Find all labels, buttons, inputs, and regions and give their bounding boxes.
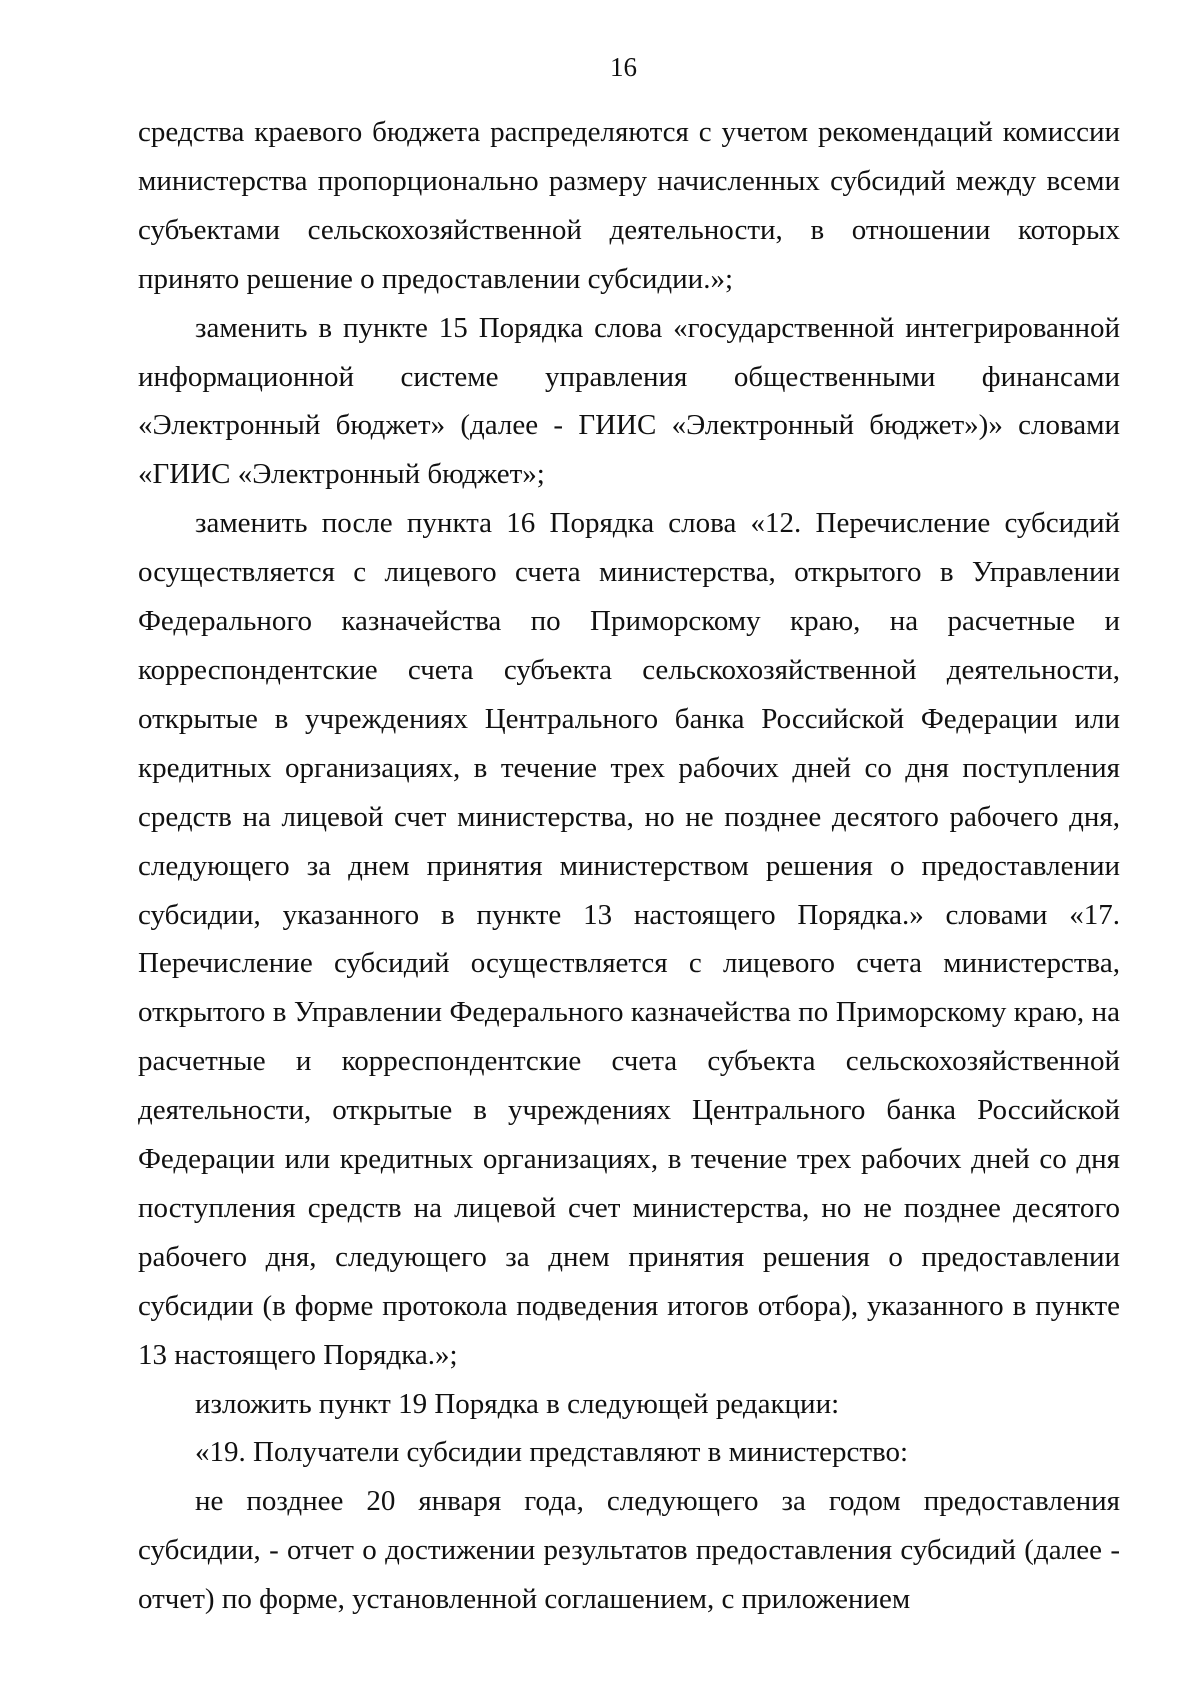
paragraph-item-15: заменить в пункте 15 Порядка слова «государственной интегрированной информационной системе управления общественными финансами «Электронный бюджет» (далее - ГИИС «Электронный бюджет»)» словами «ГИИС «Электронный бюджет»; [138,311,1120,491]
paragraph-report-deadline: не позднее 20 января года, следующего за годом предоставления субсидии, - отчет о достижении результатов предоставления субсидий (далее - отчет) по форме, установленной соглашением, с приложением [138,1485,1120,1616]
paragraph-item-16: заменить после пункта 16 Порядка слова «12. Перечисление субсидий осуществляется с лицевого счета министерства, открытого в Управлении Федерального казначейства по Приморскому краю, на расчетные и корреспондентские счета субъекта сельскохозяйственной деятельности, открытые в учреждениях Центрального банка Российской Федерации или кредитных организациях, в течение трех рабочих дней со дня поступления средств на лицевой счет министерства, но не позднее десятого рабочего дня, следующего за днем принятия министерством решения о предоставлении субсидии, указанного в пункте 13 настоящего Порядка.» словами «17. Перечисление субсидий осуществляется с лицевого счета министерства, открытого в Управлении Федерального казначейства по Приморскому краю, на расчетные и корреспондентские счета субъекта сельскохозяйственной деятельности, открытые в учреждениях Центрального банка Российской Федерации или кредитных организациях, в течение трех рабочих дней со дня поступления средств на лицевой счет министерства, но не позднее десятого рабочего дня, следующего за днем принятия решения о предоставлении субсидии (в форме протокола подведения итогов отбора), указанного в пункте 13 настоящего Порядка.»; [138,507,1120,1371]
paragraph-item-19-recipients: «19. Получатели субсидии представляют в министерство: [195,1436,909,1469]
page-number: 16 [610,52,637,82]
paragraph-item-19-intro: изложить пункт 19 Порядка в следующей редакции: [195,1387,840,1420]
document-body [138,108,1120,1624]
paragraph-continuation: средства краевого бюджета распределяются с учетом рекомендаций комиссии министерства пропорционально размеру начисленных субсидий между всеми субъектами сельскохозяйственной деятельности, в отношении которых принято решение о предоставлении субсидии.»; [138,116,1120,295]
